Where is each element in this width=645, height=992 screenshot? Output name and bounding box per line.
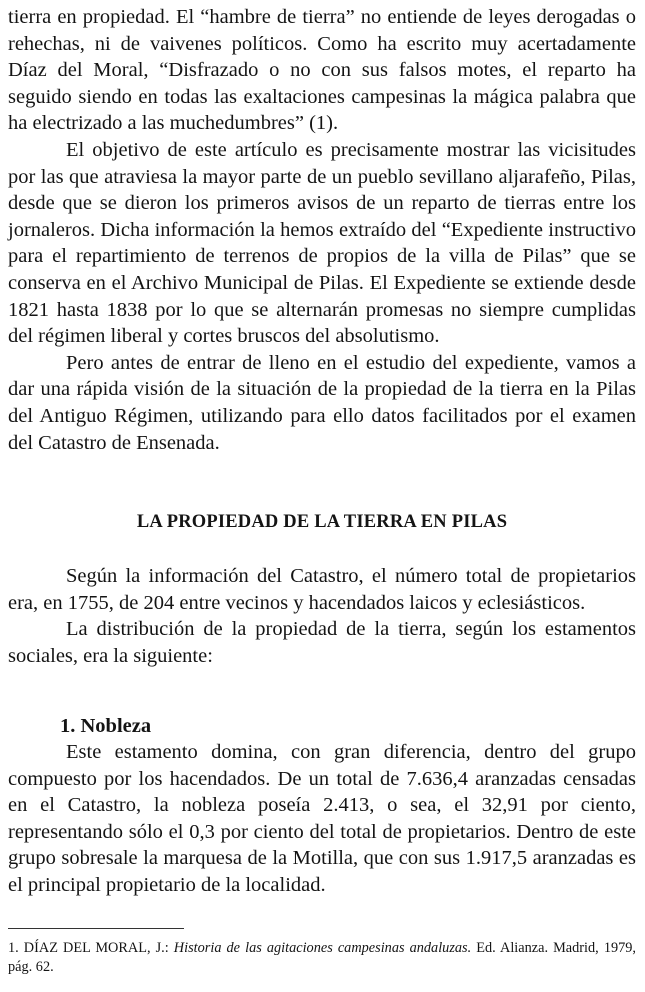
footnote-author: 1. DÍAZ DEL MORAL, J.: [8, 940, 174, 956]
paragraph-nobleza: Este estamento domina, con gran diferencia, dentro del grupo compuesto por los hacendados. De un total de 7.636,4 aranzadas censadas en el Catastro, la nobleza poseía 2.413, o sea, el 32,91 por ciento, representando sólo el 0,3 por ciento del total de propietarios. Dentro de este grupo sobresale la marquesa de la Motilla, que con sus 1.917,5 aranzadas es el principal propietario de la localidad. [8, 741, 636, 896]
paragraph-catastro: Según la información del Catastro, el número total de propietarios era, en 1755, de 204 entre vecinos y hacendados laicos y eclesiásticos. [8, 565, 636, 614]
paragraph-objective: El objetivo de este artículo es precisamente mostrar las vicisitudes por las que atraviesa la mayor parte de un pueblo sevillano aljarafeño, Pilas, desde que se dieron los primeros avisos de un reparto de tierras entre los jornaleros. Dicha información la hemos extraído del “Expediente instructivo para el repartimiento de terrenos de propios de la villa de Pilas” que se conserva en el Archivo Municipal de Pilas. El Expediente se extiende desde 1821 hasta 1838 por lo que se alternarán promesas no siempre cumplidas del régimen liberal y cortes bruscos del absolutismo. [8, 138, 636, 348]
body-text-middle [8, 563, 636, 669]
footnote-divider [8, 928, 184, 929]
section-heading: LA PROPIEDAD DE LA TIERRA EN PILAS [136, 512, 508, 532]
footnote-title: Historia de las agitaciones campesinas andaluzas. [173, 940, 472, 956]
paragraph-overview: Pero antes de entrar de lleno en el estudio del expediente, vamos a dar una rápida visión de la situación de la propiedad de la tierra en la Pilas del Antiguo Régimen, utilizando para ello datos facilitados por el examen del Catastro de Ensenada. [8, 351, 636, 454]
footnote-publisher: Ed. Alianza. Madrid, 1979, pág. 62. [8, 940, 636, 975]
paragraph-distribution: La distribución de la propiedad de la tierra, según los estamentos sociales, era la siguiente: [8, 618, 636, 667]
subsection-heading: 1. Nobleza [60, 715, 152, 737]
body-text-bottom [8, 739, 636, 899]
footnote [8, 939, 636, 977]
paragraph-continuation: tierra en propiedad. El “hambre de tierra” no entiende de leyes derogadas o rehechas, ni de vaivenes políticos. Como ha escrito muy acertadamente Díaz del Moral, “Disfrazado o no con sus falsos motes, el reparto ha seguido siendo en todas las exaltaciones campesinas la mágica palabra que ha electrizado a las muchedumbres” (1). [8, 6, 636, 135]
body-text-top [8, 4, 636, 456]
